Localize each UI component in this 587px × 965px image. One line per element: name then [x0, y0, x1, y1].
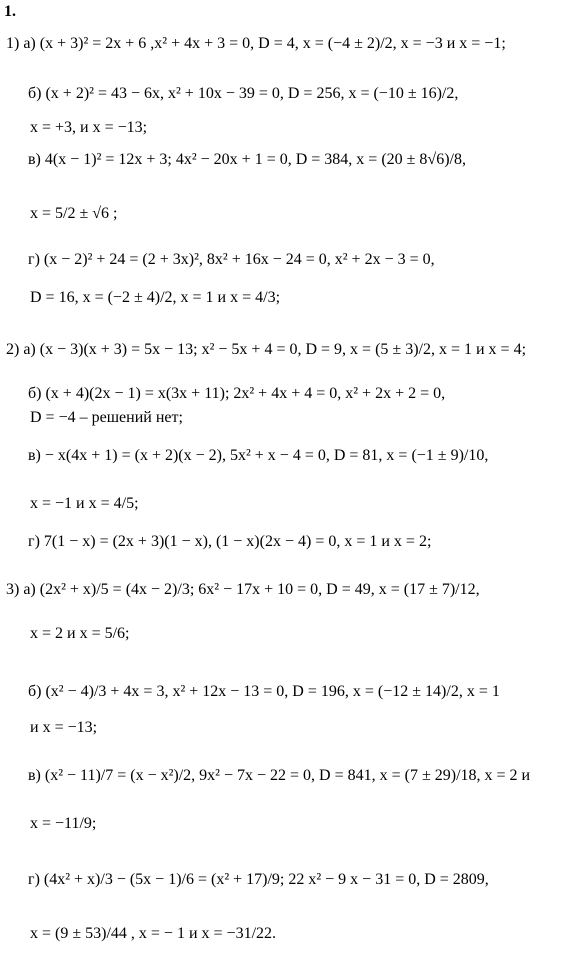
line-3b: б) (x² − 4)/3 + 4x = 3, x² + 12x − 13 = 0, D = 196, x = (−12 ± 14)/2, x = 1	[28, 683, 500, 700]
line-2a: 2) а) (x − 3)(x + 3) = 5x − 13; x² − 5x + 4 = 0, D = 9, x = (5 ± 3)/2, x = 1 и x = 4;	[6, 341, 527, 358]
line-1b: б) (x + 2)² = 43 − 6x, x² + 10x − 39 = 0, D = 256, x = (−10 ± 16)/2,	[28, 85, 459, 102]
line-1b-answer: x = +3, и x = −13;	[30, 119, 148, 136]
line-2v: в) − x(4x + 1) = (x + 2)(x − 2), 5x² + x − 4 = 0, D = 81, x = (−1 ± 9)/10,	[28, 447, 489, 464]
line-3v: в) (x² − 11)/7 = (x − x²)/2, 9x² − 7x − 22 = 0, D = 841, x = (7 ± 29)/18, x = 2 и	[28, 767, 531, 784]
line-1g: г) (x − 2)² + 24 = (2 + 3x)², 8x² + 16x − 24 = 0, x² + 2x − 3 = 0,	[28, 251, 435, 268]
line-3b-answer: и x = −13;	[30, 719, 98, 736]
line-3a-answer: x = 2 и x = 5/6;	[30, 625, 130, 642]
line-2b-answer: D = −4 – решений нет;	[30, 409, 183, 426]
line-3g-answer: x = (9 ± 53)/44 , x = − 1 и x = −31/22.	[30, 925, 277, 942]
problem-number: 1.	[4, 3, 16, 20]
line-3g: г) (4x² + x)/3 − (5x − 1)/6 = (x² + 17)/9; 22 x² − 9 x − 31 = 0, D = 2809,	[28, 871, 489, 888]
line-3a: 3) а) (2x² + x)/5 = (4x − 2)/3; 6x² − 17x + 10 = 0, D = 49, x = (17 ± 7)/12,	[6, 581, 480, 598]
line-1v: в) 4(x − 1)² = 12x + 3; 4x² − 20x + 1 = 0, D = 384, x = (20 ± 8√6)/8,	[28, 151, 466, 168]
line-2g: г) 7(1 − x) = (2x + 3)(1 − x), (1 − x)(2x − 4) = 0, x = 1 и x = 2;	[28, 533, 432, 550]
line-1g-answer: D = 16, x = (−2 ± 4)/2, x = 1 и x = 4/3;	[30, 289, 281, 306]
line-3v-answer: x = −11/9;	[30, 815, 97, 832]
line-2b: б) (x + 4)(2x − 1) = x(3x + 11); 2x² + 4x + 4 = 0, x² + 2x + 2 = 0,	[28, 385, 446, 402]
line-1v-answer: x = 5/2 ± √6 ;	[30, 205, 118, 222]
line-2v-answer: x = −1 и x = 4/5;	[30, 495, 139, 512]
line-1a: 1) а) (x + 3)² = 2x + 6 ,x² + 4x + 3 = 0, D = 4, x = (−4 ± 2)/2, x = −3 и x = −1;	[6, 35, 506, 52]
